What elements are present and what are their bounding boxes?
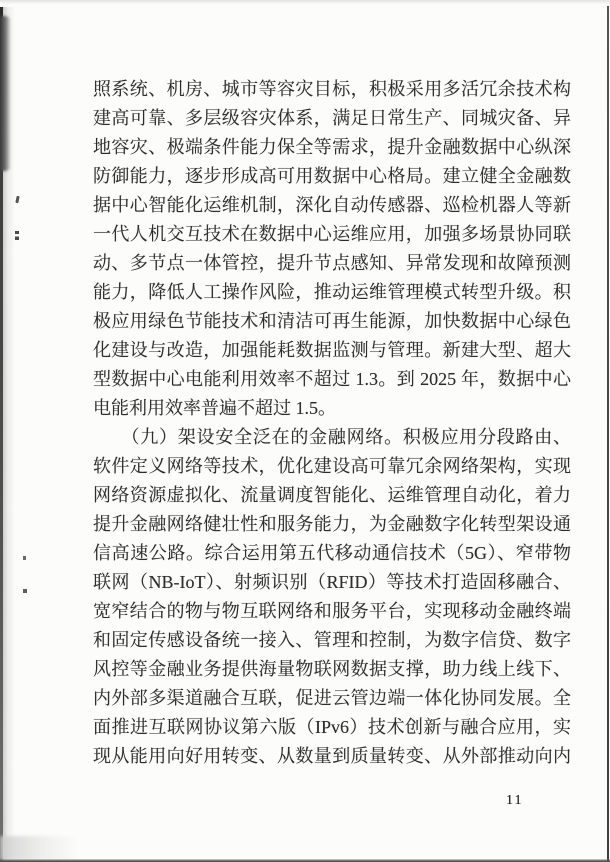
- scan-speck: [15, 196, 19, 203]
- text-line: 极应用绿色节能技术和清洁可再生能源，加快数据中心绿色: [93, 311, 571, 331]
- page-number: 11: [506, 793, 524, 808]
- text-line: 宽窄结合的物与物互联网络和服务平台，实现移动金融终端: [93, 601, 571, 621]
- scan-edge-right-line: [607, 6, 609, 862]
- text-line: 面推进互联网协议第六版（IPv6）技术创新与融合应用，实: [93, 717, 571, 737]
- text-line: 型数据中心电能利用效率不超过 1.3。到 2025 年，数据中心: [93, 369, 571, 389]
- text-line: 提升金融网络健壮性和服务能力，为金融数字化转型架设通: [93, 514, 571, 534]
- text-line: 化建设与改造，加强能耗数据监测与管理。新建大型、超大: [93, 340, 571, 360]
- text-line: 联网（NB-IoT）、射频识别（RFID）等技术打造固移融合、: [93, 572, 571, 592]
- text-line: 动、多节点一体管控，提升节点感知、异常发现和故障预测: [93, 253, 571, 273]
- text-line: 和固定传感设备统一接入、管理和控制，为数字信贷、数字: [93, 630, 571, 650]
- scan-edge-top: [0, 0, 610, 4]
- text-line: 风控等金融业务提供海量物联网数据支撑，助力线上线下、: [93, 659, 571, 679]
- scan-speck: [23, 556, 26, 560]
- text-line: 建高可靠、多层级容灾体系，满足日常生产、同城灾备、异: [93, 108, 571, 128]
- text-line: 内外部多渠道融合互联，促进云管边端一体化协同发展。全: [93, 688, 571, 708]
- text-line: 地容灾、极端条件能力保全等需求，提升金融数据中心纵深: [93, 137, 571, 157]
- text-line: 信高速公路。综合运用第五代移动通信技术（5G）、窄带物: [93, 543, 571, 563]
- body-text: [93, 75, 571, 771]
- text-line: 电能利用效率普遍不超过 1.5。: [93, 398, 336, 418]
- scan-corner-smudge: [0, 836, 78, 860]
- text-line: （九）架设安全泛在的金融网络。积极应用分段路由、: [93, 427, 571, 447]
- text-line: 现从能用向好用转变、从数量到质量转变、从外部推动向内: [93, 746, 571, 766]
- text-line: 一代人机交互技术在数据中心运维应用，加强多场景协同联: [93, 224, 571, 244]
- scan-speck: [15, 231, 19, 240]
- text-line: 网络资源虚拟化、流量调度智能化、运维管理自动化，着力: [93, 485, 571, 505]
- text-line: 防御能力，逐步形成高可用数据中心格局。建立健全金融数: [93, 166, 571, 186]
- text-line: 照系统、机房、城市等容灾目标，积极采用多活冗余技术构: [93, 79, 571, 99]
- text-line: 能力，降低人工操作风险，推动运维管理模式转型升级。积: [93, 282, 571, 302]
- scan-edge-left-smudge: [0, 16, 11, 171]
- scan-speck: [23, 589, 27, 593]
- text-line: 软件定义网络等技术，优化建设高可靠冗余网络架构，实现: [93, 456, 571, 476]
- text-line: 据中心智能化运维机制，深化自动传感器、巡检机器人等新: [93, 195, 571, 215]
